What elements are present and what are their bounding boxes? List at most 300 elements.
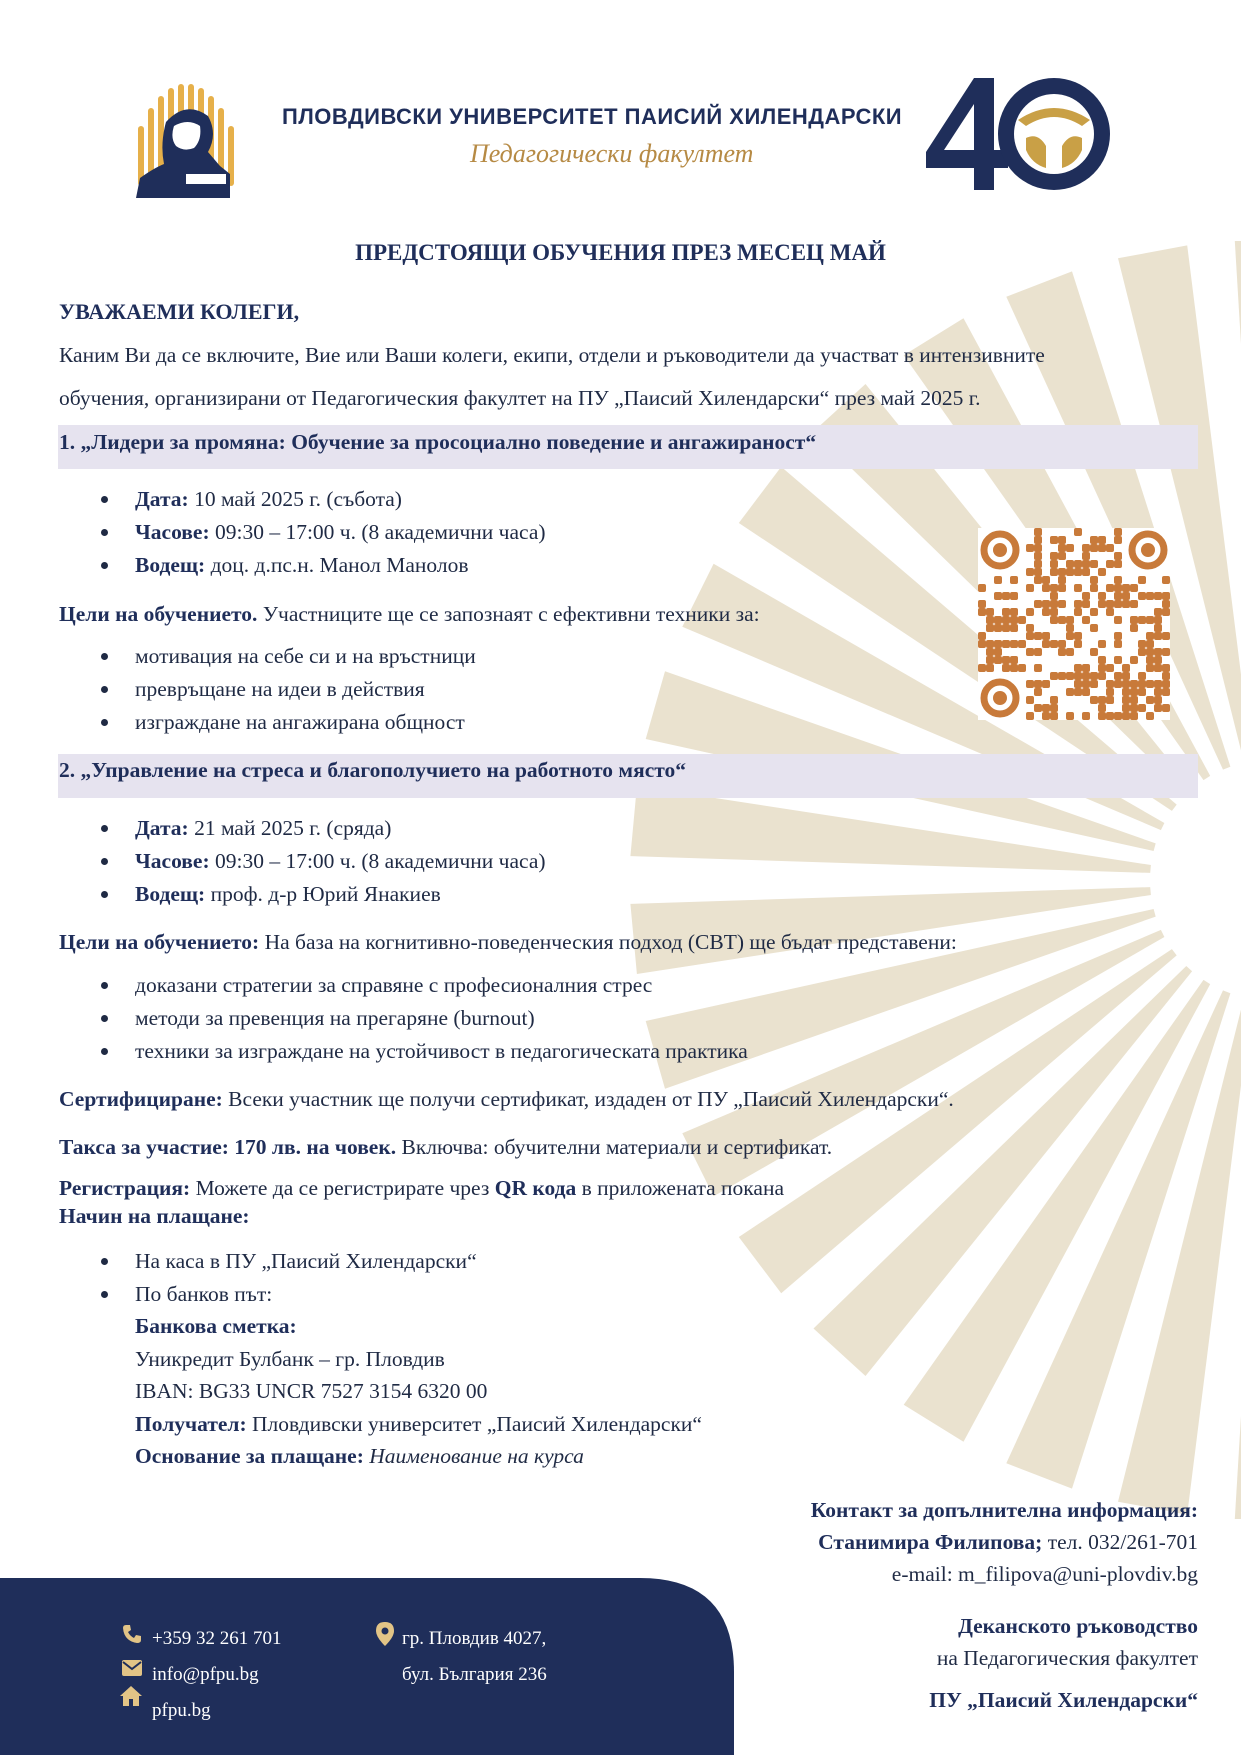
qr-module <box>1154 624 1162 632</box>
qr-module <box>978 600 986 608</box>
qr-module <box>1098 536 1106 544</box>
qr-module <box>1138 704 1146 712</box>
qr-module <box>1114 632 1122 640</box>
qr-module <box>1034 704 1042 712</box>
qr-module <box>1042 608 1050 616</box>
qr-module <box>1122 704 1130 712</box>
qr-module <box>1074 688 1082 696</box>
qr-module <box>986 616 994 624</box>
qr-module <box>1050 536 1058 544</box>
qr-module <box>1162 592 1170 600</box>
qr-module <box>1050 600 1058 608</box>
qr-module <box>1114 616 1122 624</box>
qr-module <box>1106 560 1114 568</box>
qr-module <box>1042 632 1050 640</box>
footer-address-line-2: бул. България 236 <box>402 1664 547 1685</box>
qr-module <box>1050 712 1058 720</box>
qr-module <box>1122 696 1130 704</box>
qr-module <box>994 592 1002 600</box>
qr-module <box>1146 664 1154 672</box>
qr-module <box>1162 672 1170 680</box>
list-item: превръщане на идеи в действия <box>59 673 476 706</box>
qr-module <box>1162 632 1170 640</box>
qr-module <box>1074 528 1082 536</box>
qr-module <box>1098 704 1106 712</box>
course1-goals-intro: Цели на обучението. Участниците ще се запознаят с ефективни техники за: <box>59 602 760 626</box>
footer-address-line-1: гр. Пловдив 4027, <box>402 1628 547 1649</box>
qr-module <box>1050 640 1058 648</box>
qr-module <box>1162 600 1170 608</box>
qr-module <box>1162 704 1170 712</box>
qr-module <box>1034 680 1042 688</box>
contact-email[interactable]: e-mail: m_filipova@uni-plovdiv.bg <box>891 1562 1198 1586</box>
qr-module <box>1050 552 1058 560</box>
qr-module <box>1098 672 1106 680</box>
anniversary-40-logo <box>922 72 1112 194</box>
qr-module <box>1114 528 1122 536</box>
qr-module <box>1090 544 1098 552</box>
qr-module <box>1018 616 1026 624</box>
qr-module <box>1066 632 1074 640</box>
contact-block <box>811 1494 1198 1590</box>
bank-name: Уникредит Булбанк – гр. Пловдив <box>135 1346 445 1371</box>
qr-module <box>1050 616 1058 624</box>
qr-module <box>1074 608 1082 616</box>
qr-module <box>1122 672 1130 680</box>
qr-module <box>1122 600 1130 608</box>
qr-module <box>1034 576 1042 584</box>
qr-module <box>1058 640 1066 648</box>
home-icon <box>120 1686 142 1706</box>
qr-module <box>1034 632 1042 640</box>
iban: IBAN: BG33 UNCR 7527 3154 6320 00 <box>135 1379 488 1403</box>
qr-module <box>1098 640 1106 648</box>
qr-module <box>1114 552 1122 560</box>
fee-text: Такса за участие: 170 лв. на човек. Включва: обучителни материали и сертификат. <box>59 1135 833 1159</box>
qr-module <box>1122 712 1130 720</box>
qr-module <box>1146 712 1154 720</box>
qr-module <box>1098 656 1106 664</box>
qr-module <box>1114 600 1122 608</box>
qr-module <box>1050 704 1058 712</box>
qr-module <box>1106 680 1114 688</box>
payment-options <box>59 1245 477 1311</box>
qr-module <box>1042 640 1050 648</box>
course2-details <box>59 812 546 911</box>
qr-module <box>986 624 994 632</box>
qr-module <box>1034 688 1042 696</box>
qr-module <box>1002 640 1010 648</box>
qr-module <box>1050 584 1058 592</box>
email-icon <box>122 1660 142 1676</box>
qr-module <box>1130 704 1138 712</box>
qr-module <box>1058 536 1066 544</box>
certification-text: Сертифициране: Всеки участник ще получи сертификат, издаден от ПУ „Паисий Хилендарски“. <box>59 1087 954 1111</box>
qr-module <box>1066 672 1074 680</box>
qr-module <box>1034 568 1042 576</box>
qr-module <box>1162 664 1170 672</box>
qr-module <box>1066 712 1074 720</box>
qr-module <box>1058 648 1066 656</box>
qr-module <box>1082 664 1090 672</box>
qr-module <box>1082 544 1090 552</box>
qr-module <box>1130 616 1138 624</box>
payment-option-bank: По банков път: <box>59 1278 477 1311</box>
qr-module <box>1154 656 1162 664</box>
qr-module <box>1082 712 1090 720</box>
intro-line-1: Каним Ви да се включите, Вие или Ваши колеги, екипи, отдели и ръководители да участват в интензивните <box>59 343 1045 367</box>
qr-module <box>1106 688 1114 696</box>
qr-module <box>1090 560 1098 568</box>
qr-module <box>1154 648 1162 656</box>
qr-module <box>994 656 1002 664</box>
qr-module <box>1154 688 1162 696</box>
faculty-name: Педагогически факултет <box>470 139 754 168</box>
qr-module <box>1082 672 1090 680</box>
qr-module <box>1162 608 1170 616</box>
qr-module <box>1090 576 1098 584</box>
course1-lead: Водещ: доц. д.пс.н. Манол Манолов <box>59 549 546 582</box>
qr-module <box>1010 640 1018 648</box>
payment-basis: Основание за плащане: Наименование на курса <box>135 1444 584 1468</box>
university-name: ПЛОВДИВСКИ УНИВЕРСИТЕТ ПАИСИЙ ХИЛЕНДАРСКИ <box>282 104 903 129</box>
qr-module <box>1154 592 1162 600</box>
qr-module <box>1034 536 1042 544</box>
qr-module <box>1122 584 1130 592</box>
qr-module <box>1154 616 1162 624</box>
qr-module <box>1138 592 1146 600</box>
qr-module <box>1162 680 1170 688</box>
list-item: доказани стратегии за справяне с професионалния стрес <box>59 969 748 1002</box>
qr-module <box>978 584 986 592</box>
qr-module <box>1106 600 1114 608</box>
qr-module <box>1130 712 1138 720</box>
qr-module <box>1066 560 1074 568</box>
list-item: мотивация на себе си и на връстници <box>59 640 476 673</box>
qr-module <box>1154 704 1162 712</box>
footer-website[interactable]: pfpu.bg <box>152 1700 211 1721</box>
qr-module <box>1042 584 1050 592</box>
qr-module <box>1010 608 1018 616</box>
qr-module <box>1034 528 1042 536</box>
qr-module <box>1106 584 1114 592</box>
qr-module <box>1010 624 1018 632</box>
qr-module <box>986 656 994 664</box>
qr-module <box>986 640 994 648</box>
qr-module <box>1026 568 1034 576</box>
qr-module <box>1066 616 1074 624</box>
contact-heading: Контакт за допълнителна информация: <box>810 1498 1198 1522</box>
list-item: методи за превенция на прегаряне (burnout) <box>59 1002 748 1035</box>
qr-module <box>1050 560 1058 568</box>
qr-module <box>1058 576 1066 584</box>
page-title: ПРЕДСТОЯЩИ ОБУЧЕНИЯ ПРЕЗ МЕСЕЦ МАЙ <box>355 240 886 265</box>
qr-module <box>1074 672 1082 680</box>
qr-module <box>1058 672 1066 680</box>
qr-module <box>994 640 1002 648</box>
course2-goals-intro: Цели на обучението: На база на когнитивно-поведенческия подход (CBT) ще бъдат представени: <box>59 930 957 954</box>
qr-module <box>1122 592 1130 600</box>
qr-module <box>1138 688 1146 696</box>
course1-goals-list <box>59 640 476 739</box>
qr-module <box>1146 648 1154 656</box>
qr-module <box>1090 680 1098 688</box>
qr-module <box>1130 656 1138 664</box>
phone-icon <box>122 1624 142 1644</box>
qr-module <box>978 608 986 616</box>
bank-details <box>135 1310 702 1473</box>
qr-module <box>1090 584 1098 592</box>
signature-line-3: ПУ „Паисий Хилендарски“ <box>929 1688 1198 1712</box>
qr-module <box>1026 648 1034 656</box>
qr-module <box>1130 600 1138 608</box>
qr-module <box>1090 696 1098 704</box>
qr-module <box>1146 592 1154 600</box>
qr-module <box>1010 576 1018 584</box>
qr-module <box>1074 680 1082 688</box>
qr-module <box>1162 648 1170 656</box>
bank-account-label: Банкова сметка: <box>135 1314 297 1338</box>
course2-goals-list <box>59 969 748 1068</box>
qr-module <box>1082 600 1090 608</box>
qr-module <box>978 664 986 672</box>
university-logo <box>130 82 248 200</box>
payment-option-cash: На каса в ПУ „Паисий Хилендарски“ <box>59 1245 477 1278</box>
registration-text: Регистрация: Можете да се регистрирате чрез QR кода в приложената покана <box>59 1176 784 1200</box>
qr-module <box>1146 640 1154 648</box>
qr-module <box>1138 680 1146 688</box>
qr-module <box>1130 680 1138 688</box>
qr-module <box>1042 600 1050 608</box>
qr-module <box>1026 712 1034 720</box>
qr-module <box>1098 696 1106 704</box>
qr-module <box>1050 696 1058 704</box>
qr-module <box>1114 672 1122 680</box>
qr-module <box>1050 608 1058 616</box>
qr-module <box>978 632 986 640</box>
qr-module <box>1154 608 1162 616</box>
qr-module <box>986 664 994 672</box>
qr-module <box>1058 544 1066 552</box>
qr-module <box>1146 616 1154 624</box>
qr-module <box>1090 648 1098 656</box>
qr-module <box>1066 688 1074 696</box>
qr-module <box>1138 648 1146 656</box>
qr-module <box>994 576 1002 584</box>
qr-module <box>1162 688 1170 696</box>
course2-hours: Часове: 09:30 – 17:00 ч. (8 академични часа) <box>59 845 546 878</box>
qr-module <box>1082 552 1090 560</box>
qr-module <box>1026 608 1034 616</box>
intro-line-2: обучения, организирани от Педагогическия факултет на ПУ „Паисий Хилендарски“ през май 2025 г. <box>59 386 981 410</box>
qr-module <box>1066 544 1074 552</box>
registration-qr-code[interactable] <box>978 528 1170 720</box>
qr-module <box>1122 664 1130 672</box>
qr-module <box>1090 672 1098 680</box>
qr-module <box>1018 640 1026 648</box>
qr-module <box>1026 680 1034 688</box>
qr-module <box>1114 584 1122 592</box>
qr-module <box>1130 584 1138 592</box>
greeting: УВАЖАЕМИ КОЛЕГИ, <box>59 299 300 324</box>
qr-module <box>1146 632 1154 640</box>
qr-module <box>1058 584 1066 592</box>
qr-module <box>1042 576 1050 584</box>
qr-module <box>1130 624 1138 632</box>
qr-module <box>1114 712 1122 720</box>
qr-module <box>1138 616 1146 624</box>
qr-module <box>1034 600 1042 608</box>
qr-module <box>1138 640 1146 648</box>
qr-module <box>1122 680 1130 688</box>
contact-name-phone: Станимира Филипова; тел. 032/261-701 <box>818 1530 1198 1554</box>
qr-module <box>1114 640 1122 648</box>
footer-email[interactable]: info@pfpu.bg <box>152 1664 259 1685</box>
qr-module <box>1138 672 1146 680</box>
qr-module <box>1082 568 1090 576</box>
qr-module <box>978 640 986 648</box>
qr-module <box>1050 672 1058 680</box>
qr-module <box>1098 568 1106 576</box>
payment-label: Начин на плащане: <box>59 1204 250 1228</box>
qr-module <box>1114 680 1122 688</box>
qr-module <box>1002 656 1010 664</box>
course1-hours: Часове: 09:30 – 17:00 ч. (8 академични часа) <box>59 516 546 549</box>
qr-module <box>1034 560 1042 568</box>
qr-module <box>1010 592 1018 600</box>
course1-date: Дата: 10 май 2025 г. (събота) <box>59 483 546 516</box>
qr-module <box>1074 600 1082 608</box>
qr-module <box>986 648 994 656</box>
anniversary-badge-text: 40 <box>1046 131 1062 147</box>
qr-module <box>1010 664 1018 672</box>
qr-module <box>1026 696 1034 704</box>
qr-module <box>1090 536 1098 544</box>
qr-module <box>1074 664 1082 672</box>
qr-module <box>1042 680 1050 688</box>
qr-module <box>1058 616 1066 624</box>
qr-module <box>994 648 1002 656</box>
qr-module <box>1106 608 1114 616</box>
qr-module <box>994 624 1002 632</box>
qr-module <box>1082 616 1090 624</box>
qr-module <box>1074 584 1082 592</box>
recipient: Получател: Пловдивски университет „Паисий Хилендарски“ <box>135 1411 702 1436</box>
signature-block <box>937 1610 1198 1674</box>
qr-module <box>1050 568 1058 576</box>
qr-module <box>1058 568 1066 576</box>
qr-module <box>1106 712 1114 720</box>
qr-module <box>1042 712 1050 720</box>
qr-module <box>1002 616 1010 624</box>
qr-module <box>1010 616 1018 624</box>
qr-module <box>1002 624 1010 632</box>
signature-line-2: на Педагогическия факултет <box>936 1646 1198 1670</box>
qr-module <box>1114 560 1122 568</box>
location-pin-icon <box>376 1622 394 1646</box>
qr-module <box>1098 664 1106 672</box>
qr-module <box>1154 696 1162 704</box>
qr-module <box>1034 664 1042 672</box>
footer-band <box>0 1578 740 1755</box>
list-item: техники за изграждане на устойчивост в педагогическата практика <box>59 1035 748 1068</box>
signature-line-1: Деканското ръководство <box>958 1614 1198 1638</box>
qr-module <box>1018 664 1026 672</box>
qr-module <box>1002 592 1010 600</box>
qr-module <box>1058 552 1066 560</box>
course2-lead: Водещ: проф. д-р Юрий Янакиев <box>59 878 546 911</box>
qr-module <box>1130 688 1138 696</box>
qr-module <box>1098 592 1106 600</box>
qr-module <box>1154 680 1162 688</box>
qr-module <box>1066 648 1074 656</box>
qr-module <box>1042 704 1050 712</box>
qr-module <box>1026 632 1034 640</box>
qr-module <box>1162 576 1170 584</box>
qr-module <box>1050 592 1058 600</box>
qr-module <box>1026 624 1034 632</box>
qr-module <box>1010 656 1018 664</box>
qr-module <box>1098 600 1106 608</box>
qr-module <box>1146 696 1154 704</box>
qr-module <box>1106 544 1114 552</box>
qr-module <box>1154 632 1162 640</box>
qr-module <box>1066 624 1074 632</box>
list-item: изграждане на ангажирана общност <box>59 706 476 739</box>
qr-module <box>1114 536 1122 544</box>
qr-module <box>994 616 1002 624</box>
qr-module <box>1026 544 1034 552</box>
qr-module <box>1122 688 1130 696</box>
qr-module <box>1114 656 1122 664</box>
qr-module <box>1106 664 1114 672</box>
qr-module <box>1138 576 1146 584</box>
qr-module <box>1074 632 1082 640</box>
qr-module <box>1082 688 1090 696</box>
qr-module <box>1090 608 1098 616</box>
qr-module <box>1082 680 1090 688</box>
qr-module <box>1058 600 1066 608</box>
qr-module <box>1026 584 1034 592</box>
qr-module <box>1034 648 1042 656</box>
qr-module <box>1114 592 1122 600</box>
qr-module <box>1146 656 1154 664</box>
qr-module <box>1090 624 1098 632</box>
qr-module <box>1074 640 1082 648</box>
qr-module <box>1082 560 1090 568</box>
qr-module <box>1034 552 1042 560</box>
course2-title: 2. „Управление на стреса и благополучието на работното място“ <box>59 758 687 782</box>
course1-details <box>59 483 546 582</box>
course2-date: Дата: 21 май 2025 г. (сряда) <box>59 812 546 845</box>
qr-module <box>986 608 994 616</box>
qr-module <box>1034 544 1042 552</box>
qr-module <box>1098 712 1106 720</box>
qr-module <box>1098 544 1106 552</box>
qr-module <box>1082 592 1090 600</box>
qr-module <box>1074 568 1082 576</box>
qr-module <box>1154 664 1162 672</box>
qr-module <box>1074 560 1082 568</box>
qr-module <box>1130 696 1138 704</box>
qr-module <box>1146 680 1154 688</box>
qr-module <box>1002 664 1010 672</box>
course1-title: 1. „Лидери за промяна: Обучение за просоциално поведение и ангажираност“ <box>59 430 817 454</box>
qr-module <box>1106 696 1114 704</box>
qr-module <box>1002 608 1010 616</box>
footer-phone[interactable]: +359 32 261 701 <box>152 1628 282 1649</box>
qr-module <box>1066 568 1074 576</box>
